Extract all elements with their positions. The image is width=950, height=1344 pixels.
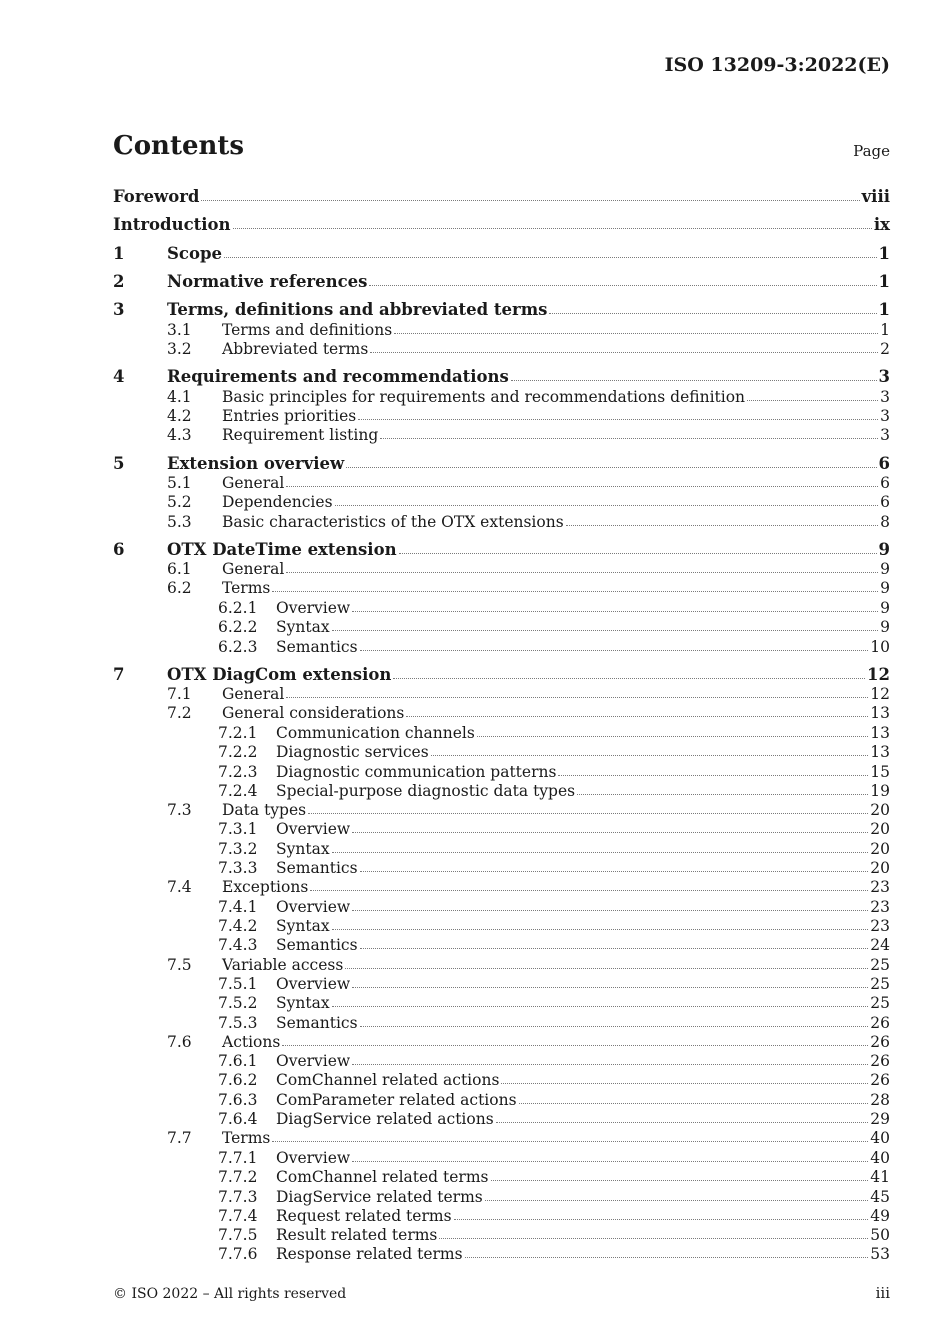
toc-entry-number: 7.5.1 xyxy=(218,975,258,993)
toc-entry[interactable] xyxy=(218,599,890,617)
toc-entry-title: Diagnostic services xyxy=(276,743,429,761)
copyright-notice: © ISO 2022 – All rights reserved xyxy=(113,1286,347,1302)
toc-entry-number: 7.7.4 xyxy=(218,1207,258,1225)
toc-entry-title: Extension overview xyxy=(167,454,345,473)
toc-entry[interactable] xyxy=(218,917,890,935)
dot-leader xyxy=(286,485,878,487)
toc-entry-page: 6 xyxy=(880,474,890,492)
toc-entry-number: 7.1 xyxy=(167,685,192,703)
toc-entry-number: 7.4.2 xyxy=(218,917,258,935)
toc-entry-page: 9 xyxy=(878,540,890,559)
toc-entry-title: Semantics xyxy=(276,1014,358,1032)
toc-entry-number: 5.2 xyxy=(167,493,192,511)
toc-entry[interactable] xyxy=(218,975,890,993)
toc-entry-number: 6.2.2 xyxy=(218,618,258,636)
dot-leader xyxy=(370,351,878,353)
toc-entry-title: Request related terms xyxy=(276,1207,452,1225)
toc-entry[interactable] xyxy=(218,1052,890,1070)
toc-entry-number: 7.6.3 xyxy=(218,1091,258,1109)
toc-entry-title: Terms xyxy=(222,1129,271,1147)
toc-entry-page: 12 xyxy=(867,665,890,684)
dot-leader xyxy=(272,1140,868,1142)
toc-entry-page: 13 xyxy=(870,704,890,722)
toc-entry[interactable] xyxy=(167,340,890,358)
dot-leader xyxy=(286,696,868,698)
toc-entry-page: 1 xyxy=(878,300,890,319)
dot-leader xyxy=(566,524,878,526)
toc-entry[interactable] xyxy=(167,685,890,703)
dot-leader xyxy=(282,1044,868,1046)
toc-entry[interactable] xyxy=(218,743,890,761)
dot-leader xyxy=(394,332,878,334)
toc-entry-title: Overview xyxy=(276,975,351,993)
toc-entry-number: 4 xyxy=(113,367,125,386)
toc-entry-page: 23 xyxy=(870,917,890,935)
toc-entry-title: DiagService related terms xyxy=(276,1188,483,1206)
dot-leader xyxy=(360,1025,869,1027)
toc-entry-page: 13 xyxy=(870,724,890,742)
toc-entry-page: 26 xyxy=(870,1014,890,1032)
toc-entry-page: 9 xyxy=(880,579,890,597)
dot-leader xyxy=(286,571,878,573)
toc-entry-title: Diagnostic communication patterns xyxy=(276,763,557,781)
toc-entry-title: Terms and definitions xyxy=(222,321,393,339)
toc-entry-title: Basic principles for requirements and recommendations definition xyxy=(222,388,746,406)
toc-entry-page: 20 xyxy=(870,801,890,819)
toc-entry-number: 4.1 xyxy=(167,388,192,406)
toc-entry-page: 53 xyxy=(870,1245,890,1263)
toc-entry[interactable] xyxy=(167,956,890,974)
toc-entry-title: Requirements and recommendations xyxy=(167,367,509,386)
page-title: Contents xyxy=(113,131,245,161)
toc-entry-number: 7.7.2 xyxy=(218,1168,258,1186)
toc-entry-number: 7.2.4 xyxy=(218,782,258,800)
toc-entry[interactable] xyxy=(167,579,890,597)
toc-entry[interactable] xyxy=(218,763,890,781)
toc-entry-number: 7.7 xyxy=(167,1129,192,1147)
toc-entry-title: Syntax xyxy=(276,840,330,858)
dot-leader xyxy=(549,312,876,314)
toc-entry-title: Basic characteristics of the OTX extensions xyxy=(222,513,564,531)
toc-entry-page: ix xyxy=(873,215,890,234)
toc-entry[interactable] xyxy=(113,215,890,234)
toc-entry[interactable] xyxy=(218,1168,890,1186)
toc-entry[interactable] xyxy=(167,474,890,492)
toc-entry[interactable] xyxy=(113,540,890,559)
toc-entry-page: 24 xyxy=(870,936,890,954)
toc-entry-title: Terms xyxy=(222,579,271,597)
toc-entry[interactable] xyxy=(167,878,890,896)
toc-entry-page: viii xyxy=(861,187,890,206)
toc-entry-page: 49 xyxy=(870,1207,890,1225)
toc-entry-number: 3 xyxy=(113,300,125,319)
toc-entry-page: 10 xyxy=(870,638,890,656)
toc-entry-title: DiagService related actions xyxy=(276,1110,494,1128)
toc-entry[interactable] xyxy=(113,454,890,473)
toc-entry-title: Overview xyxy=(276,599,351,617)
toc-entry-title: Actions xyxy=(222,1033,281,1051)
toc-entry-title: Syntax xyxy=(276,618,330,636)
toc-entry[interactable] xyxy=(113,244,890,263)
toc-entry[interactable] xyxy=(218,1091,890,1109)
toc-entry-title: Variable access xyxy=(222,956,344,974)
toc-entry-title: Abbreviated terms xyxy=(222,340,369,358)
toc-entry-number: 7.3.2 xyxy=(218,840,258,858)
toc-entry[interactable] xyxy=(167,426,890,444)
page-number: iii xyxy=(875,1284,890,1302)
dot-leader xyxy=(345,967,868,969)
dot-leader xyxy=(491,1179,869,1181)
dot-leader xyxy=(360,649,869,651)
toc-entry-title: Semantics xyxy=(276,936,358,954)
toc-entry-title: Overview xyxy=(276,820,351,838)
dot-leader xyxy=(332,1005,869,1007)
dot-leader xyxy=(308,812,868,814)
toc-entry-title: Introduction xyxy=(113,215,231,234)
toc-entry[interactable] xyxy=(218,994,890,1012)
dot-leader xyxy=(352,610,878,612)
toc-entry[interactable] xyxy=(218,859,890,877)
toc-entry[interactable] xyxy=(167,388,890,406)
toc-entry-page: 19 xyxy=(870,782,890,800)
toc-entry-number: 7.2 xyxy=(167,704,192,722)
dot-leader xyxy=(352,1160,868,1162)
toc-entry[interactable] xyxy=(167,1033,890,1051)
toc-entry-page: 26 xyxy=(870,1052,890,1070)
toc-entry-number: 7.3.3 xyxy=(218,859,258,877)
toc-entry[interactable] xyxy=(218,1110,890,1128)
toc-entry-number: 3.1 xyxy=(167,321,192,339)
page-column-label: Page xyxy=(853,142,890,160)
dot-leader xyxy=(332,928,869,930)
toc-entry-number: 4.2 xyxy=(167,407,192,425)
toc-entry-title: ComChannel related terms xyxy=(276,1168,489,1186)
toc-entry[interactable] xyxy=(167,704,890,722)
toc-entry-number: 7.5.2 xyxy=(218,994,258,1012)
toc-entry-page: 1 xyxy=(880,321,890,339)
toc-entry[interactable] xyxy=(218,1188,890,1206)
dot-leader xyxy=(558,774,868,776)
toc-entry[interactable] xyxy=(218,1207,890,1225)
toc-entry-title: Special-purpose diagnostic data types xyxy=(276,782,576,800)
toc-entry-page: 15 xyxy=(870,763,890,781)
toc-entry-page: 3 xyxy=(880,407,890,425)
toc-entry-page: 40 xyxy=(870,1129,890,1147)
toc-entry-number: 7.3 xyxy=(167,801,192,819)
toc-entry-title: Semantics xyxy=(276,638,358,656)
toc-entry-title: Overview xyxy=(276,898,351,916)
toc-entry-title: Overview xyxy=(276,1052,351,1070)
toc-entry-number: 7.6.1 xyxy=(218,1052,258,1070)
toc-entry[interactable] xyxy=(218,638,890,656)
toc-entry[interactable] xyxy=(113,665,890,684)
toc-entry[interactable] xyxy=(218,1245,890,1263)
toc-entry-number: 6 xyxy=(113,540,125,559)
toc-entry-title: Semantics xyxy=(276,859,358,877)
toc-entry-title: Communication channels xyxy=(276,724,475,742)
toc-entry[interactable] xyxy=(167,513,890,531)
toc-entry-title: Overview xyxy=(276,1149,351,1167)
toc-entry-number: 5.3 xyxy=(167,513,192,531)
dot-leader xyxy=(233,227,872,229)
toc-entry[interactable] xyxy=(167,1129,890,1147)
dot-leader xyxy=(485,1199,869,1201)
dot-leader xyxy=(747,399,878,401)
toc-entry-page: 12 xyxy=(870,685,890,703)
toc-entry-number: 6.2 xyxy=(167,579,192,597)
toc-entry-page: 20 xyxy=(870,820,890,838)
toc-entry-number: 7.4.1 xyxy=(218,898,258,916)
dot-leader xyxy=(335,504,879,506)
toc-entry[interactable] xyxy=(113,300,890,319)
toc-entry[interactable] xyxy=(218,840,890,858)
toc-entry[interactable] xyxy=(113,367,890,386)
toc-entry-title: Exceptions xyxy=(222,878,309,896)
dot-leader xyxy=(224,256,877,258)
toc-entry-number: 7.5 xyxy=(167,956,192,974)
toc-entry-page: 6 xyxy=(880,493,890,511)
toc-entry-title: ComParameter related actions xyxy=(276,1091,517,1109)
dot-leader xyxy=(380,437,878,439)
toc-entry-title: OTX DiagCom extension xyxy=(167,665,392,684)
toc-entry-title: Normative references xyxy=(167,272,368,291)
document-id: ISO 13209-3:2022(E) xyxy=(664,54,890,76)
toc-entry[interactable] xyxy=(167,321,890,339)
dot-leader xyxy=(511,379,877,381)
dot-leader xyxy=(360,870,869,872)
dot-leader xyxy=(369,284,876,286)
dot-leader xyxy=(360,947,869,949)
toc-entry-number: 7.7.1 xyxy=(218,1149,258,1167)
toc-entry-page: 25 xyxy=(870,994,890,1012)
dot-leader xyxy=(465,1256,869,1258)
toc-entry-title: Terms, definitions and abbreviated terms xyxy=(167,300,548,319)
toc-entry-number: 7.6 xyxy=(167,1033,192,1051)
toc-entry[interactable] xyxy=(113,187,890,206)
toc-entry-page: 41 xyxy=(870,1168,890,1186)
toc-entry-title: General xyxy=(222,560,285,578)
dot-leader xyxy=(352,986,868,988)
toc-entry-page: 9 xyxy=(880,599,890,617)
toc-entry-page: 9 xyxy=(880,560,890,578)
toc-entry-number: 5.1 xyxy=(167,474,192,492)
toc-entry-number: 7.2.3 xyxy=(218,763,258,781)
toc-entry[interactable] xyxy=(167,493,890,511)
toc-entry-number: 7.6.4 xyxy=(218,1110,258,1128)
toc-entry-number: 6.1 xyxy=(167,560,192,578)
toc-entry-title: General xyxy=(222,685,285,703)
toc-entry-page: 13 xyxy=(870,743,890,761)
toc-entry-number: 1 xyxy=(113,244,125,263)
toc-entry-number: 7.7.6 xyxy=(218,1245,258,1263)
toc-entry[interactable] xyxy=(218,724,890,742)
toc-entry-number: 7.4 xyxy=(167,878,192,896)
dot-leader xyxy=(501,1082,868,1084)
toc-entry-page: 2 xyxy=(880,340,890,358)
dot-leader xyxy=(454,1218,869,1220)
dot-leader xyxy=(519,1102,869,1104)
dot-leader xyxy=(439,1237,868,1239)
toc-entry-page: 50 xyxy=(870,1226,890,1244)
toc-entry-page: 1 xyxy=(878,244,890,263)
toc-entry-title: Syntax xyxy=(276,994,330,1012)
toc-entry-title: ComChannel related actions xyxy=(276,1071,500,1089)
toc-entry-page: 6 xyxy=(878,454,890,473)
toc-entry[interactable] xyxy=(218,820,890,838)
toc-entry-number: 2 xyxy=(113,272,125,291)
toc-entry-title: General considerations xyxy=(222,704,405,722)
toc-entry-number: 7.3.1 xyxy=(218,820,258,838)
toc-entry-title: Entries priorities xyxy=(222,407,357,425)
dot-leader xyxy=(477,735,868,737)
toc-entry[interactable] xyxy=(113,272,890,291)
dot-leader xyxy=(352,1063,868,1065)
dot-leader xyxy=(332,851,869,853)
toc-entry[interactable] xyxy=(167,560,890,578)
dot-leader xyxy=(406,715,868,717)
toc-entry-title: General xyxy=(222,474,285,492)
toc-entry-title: Scope xyxy=(167,244,223,263)
dot-leader xyxy=(310,889,868,891)
dot-leader xyxy=(358,418,878,420)
toc-entry-number: 4.3 xyxy=(167,426,192,444)
dot-leader xyxy=(346,466,876,468)
dot-leader xyxy=(272,590,878,592)
toc-entry-page: 23 xyxy=(870,898,890,916)
toc-entry[interactable] xyxy=(218,618,890,636)
toc-entry-title: Response related terms xyxy=(276,1245,463,1263)
toc-entry-number: 7.4.3 xyxy=(218,936,258,954)
toc-entry-page: 26 xyxy=(870,1033,890,1051)
toc-entry-title: OTX DateTime extension xyxy=(167,540,397,559)
toc-entry-page: 23 xyxy=(870,878,890,896)
toc-entry-page: 3 xyxy=(878,367,890,386)
toc-entry-page: 3 xyxy=(880,388,890,406)
toc-entry-number: 3.2 xyxy=(167,340,192,358)
dot-leader xyxy=(399,552,877,554)
toc-entry-number: 7.2.1 xyxy=(218,724,258,742)
dot-leader xyxy=(201,199,859,201)
dot-leader xyxy=(352,831,868,833)
dot-leader xyxy=(393,677,865,679)
dot-leader xyxy=(577,793,868,795)
toc-entry[interactable] xyxy=(167,801,890,819)
toc-entry-number: 6.2.3 xyxy=(218,638,258,656)
toc-entry-title: Syntax xyxy=(276,917,330,935)
toc-entry-page: 9 xyxy=(880,618,890,636)
toc-entry-number: 7.2.2 xyxy=(218,743,258,761)
toc-entry[interactable] xyxy=(218,1149,890,1167)
toc-entry-title: Result related terms xyxy=(276,1226,438,1244)
toc-entry-page: 20 xyxy=(870,840,890,858)
toc-entry-page: 28 xyxy=(870,1091,890,1109)
toc-entry-page: 3 xyxy=(880,426,890,444)
dot-leader xyxy=(332,629,879,631)
toc-entry-title: Dependencies xyxy=(222,493,333,511)
toc-entry-page: 25 xyxy=(870,975,890,993)
toc-entry-page: 26 xyxy=(870,1071,890,1089)
toc-entry-number: 7.7.5 xyxy=(218,1226,258,1244)
toc-entry-page: 25 xyxy=(870,956,890,974)
dot-leader xyxy=(431,754,869,756)
toc-entry-number: 6.2.1 xyxy=(218,599,258,617)
toc-entry-page: 1 xyxy=(878,272,890,291)
toc-entry-title: Data types xyxy=(222,801,307,819)
toc-entry-page: 20 xyxy=(870,859,890,877)
toc-entry-number: 7.7.3 xyxy=(218,1188,258,1206)
toc-entry-number: 7.5.3 xyxy=(218,1014,258,1032)
toc-entry-title: Foreword xyxy=(113,187,200,206)
toc-entry-page: 29 xyxy=(870,1110,890,1128)
toc-entry[interactable] xyxy=(218,936,890,954)
toc-entry-number: 7 xyxy=(113,665,125,684)
toc-entry-page: 45 xyxy=(870,1188,890,1206)
toc-entry[interactable] xyxy=(218,1226,890,1244)
toc-entry-title: Requirement listing xyxy=(222,426,379,444)
toc-entry[interactable] xyxy=(167,407,890,425)
toc-entry-number: 7.6.2 xyxy=(218,1071,258,1089)
dot-leader xyxy=(496,1121,869,1123)
toc-entry[interactable] xyxy=(218,898,890,916)
toc-entry-page: 8 xyxy=(880,513,890,531)
toc-entry[interactable] xyxy=(218,782,890,800)
toc-entry-page: 40 xyxy=(870,1149,890,1167)
toc-entry-number: 5 xyxy=(113,454,125,473)
dot-leader xyxy=(352,909,868,911)
toc-entry[interactable] xyxy=(218,1071,890,1089)
toc-entry[interactable] xyxy=(218,1014,890,1032)
